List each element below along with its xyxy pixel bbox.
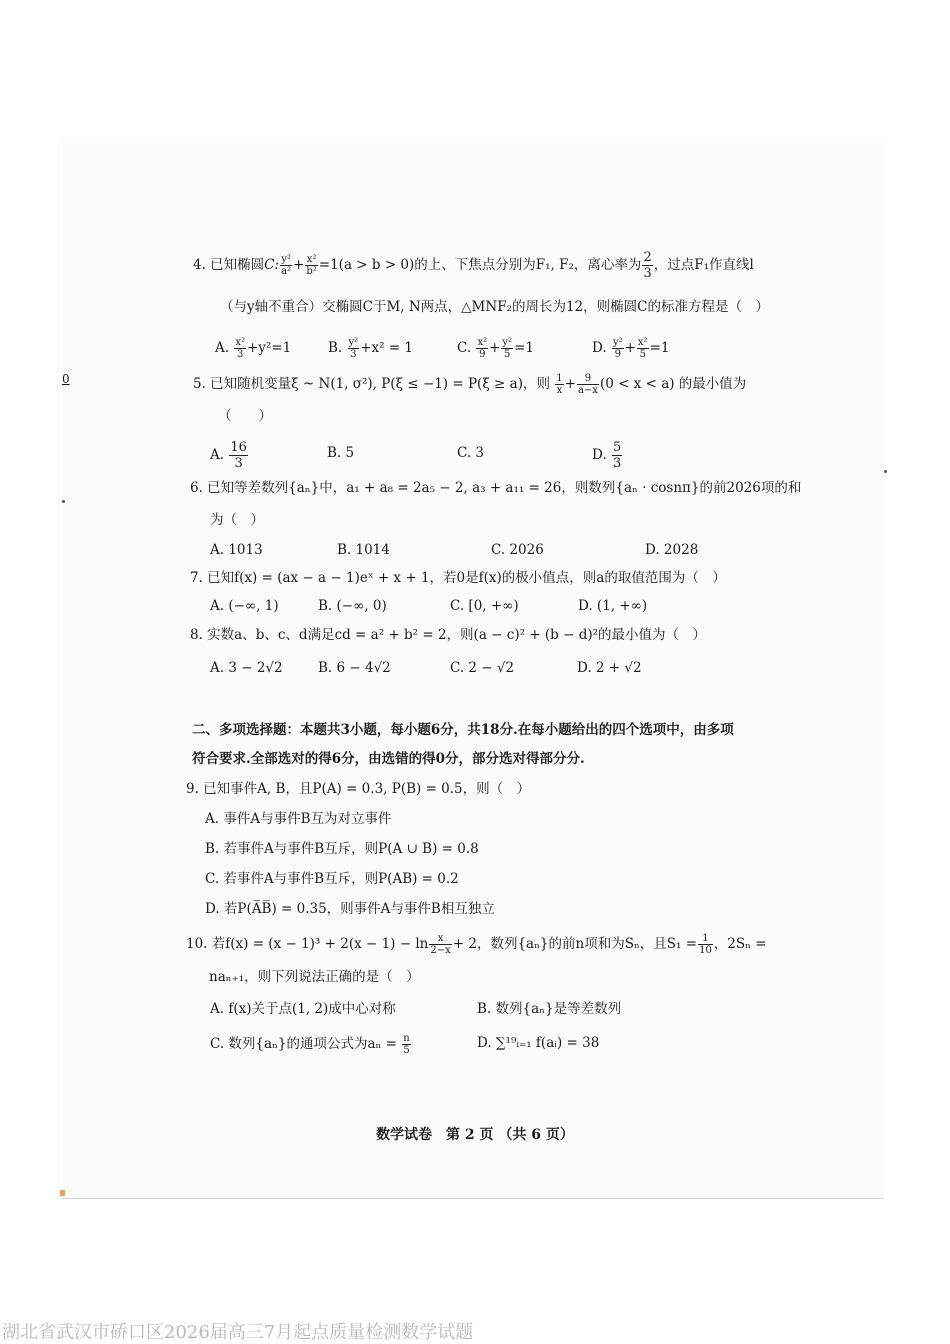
- question-10-line-2: naₙ₊₁，则下列说法正确的是（ ）: [209, 969, 420, 985]
- question-5-line-1: 5. 已知随机变量ξ ~ N(1, σ²), P(ξ ≤ −1) = P(ξ ≥ a)，则 $\frac{1}{x}$ + $\frac{9}{a-x}$ (0 < x < a) 的最小值为: [193, 373, 747, 396]
- question-4-option-a: A. $\frac{\text{x²}}{3}$ +y²=1: [215, 337, 292, 360]
- section-2-heading-line-2: 符合要求.全部选对的得6分，由选错的得0分，部分选对得部分分.: [192, 751, 585, 767]
- question-4-line-2: （与y轴不重合）交椭圆C于M, N两点，△MNF₂的周长为12，则椭圆C的标准方程是（ ）: [220, 299, 769, 315]
- question-8-option-c: C. 2 − √2: [450, 660, 515, 676]
- question-10-option-d: D. ∑¹⁹ᵢ₌₁ f(aᵢ) = 38: [477, 1035, 600, 1051]
- question-10-line-1: 10. 若f(x) = (x − 1)³ + 2(x − 1) − ln $\frac{x}{2-x}$ + 2，数列{aₙ}的前n项和为Sₙ，且S₁ = $\frac{1}{10}$ ，2Sₙ =: [186, 933, 767, 956]
- page-footer: 数学试卷 第 2 页 （共 6 页）: [376, 1127, 574, 1143]
- question-5-option-b: B. 5: [327, 445, 355, 461]
- question-7-option-a: A. (−∞, 1): [210, 598, 279, 614]
- question-4-line-1: 4. 已知椭圆C: $\frac{\text{y²}}{\text{a²}}$ + $\frac{\text{x²}}{\text{b²}}$ =1(a > b > 0)的上、下焦点分别为F₁, F₂，离心率为 $\frac{2}{3}$ ，过点F₁作直线l: [193, 250, 754, 281]
- question-9-option-b: B. 若事件A与事件B互斥，则P(A ∪ B) = 0.8: [205, 841, 479, 857]
- question-8-option-b: B. 6 − 4√2: [318, 660, 391, 676]
- question-4-option-c: C. $\frac{\text{x²}}{9}$ + $\frac{\text{y²}}{5}$ =1: [457, 337, 534, 360]
- question-8-option-a: A. 3 − 2√2: [210, 660, 283, 676]
- question-7-option-b: B. (−∞, 0): [318, 598, 387, 614]
- question-6-option-a: A. 1013: [210, 542, 263, 558]
- question-9-option-a: A. 事件A与事件B互为对立事件: [205, 811, 392, 827]
- question-9-option-d: D. 若P(A̅B̅) = 0.35，则事件A与事件B相互独立: [205, 901, 495, 917]
- edge-mark: [60, 1190, 65, 1196]
- question-9-option-c: C. 若事件A与事件B互斥，则P(AB) = 0.2: [205, 871, 459, 887]
- margin-mark: 0: [62, 372, 70, 386]
- question-4-option-b: B. $\frac{\text{y²}}{3}$ +x² = 1: [328, 337, 414, 360]
- question-7-option-d: D. (1, +∞): [578, 598, 648, 614]
- question-7-line-1: 7. 已知f(x) = (ax − a − 1)eˣ + x + 1，若0是f(x)的极小值点，则a的取值范围为（ ）: [190, 570, 726, 586]
- scan-dot: [62, 500, 65, 503]
- question-6-option-b: B. 1014: [337, 542, 390, 558]
- question-5-line-2: （ ）: [218, 408, 272, 424]
- question-7-option-c: C. [0, +∞): [450, 598, 519, 614]
- question-5-option-a: A. $\frac{16}{3}$: [210, 440, 247, 471]
- question-5-option-d: D. $\frac{5}{3}$: [592, 440, 622, 471]
- question-10-option-b: B. 数列{aₙ}是等差数列: [477, 1001, 622, 1017]
- question-6-line-1: 6. 已知等差数列{aₙ}中，a₁ + a₈ = 2a₅ − 2, a₃ + a₁₁ = 26，则数列{aₙ · cosnπ}的前2026项的和: [190, 480, 802, 496]
- question-8-line-1: 8. 实数a、b、c、d满足cd = a² + b² = 2，则(a − c)² + (b − d)²的最小值为（ ）: [190, 627, 707, 643]
- watermark: 湖北省武汉市硚口区2026届高三7月起点质量检测数学试题: [2, 1322, 474, 1343]
- question-6-option-c: C. 2026: [491, 542, 544, 558]
- question-6-line-2: 为（ ）: [210, 512, 264, 528]
- section-2-heading-line-1: 二、多项选择题：本题共3小题，每小题6分，共18分.在每小题给出的四个选项中，由多项: [192, 722, 734, 738]
- question-10-option-a: A. f(x)关于点(1, 2)成中心对称: [210, 1001, 396, 1017]
- question-10-option-c: C. 数列{aₙ}的通项公式为aₙ = $\frac{n}{5}$: [210, 1033, 410, 1056]
- question-4-option-d: D. $\frac{\text{y²}}{9}$ + $\frac{\text{x²}}{5}$ =1: [592, 337, 670, 360]
- question-9-line-1: 9. 已知事件A, B，且P(A) = 0.3, P(B) = 0.5，则（ ）: [186, 781, 531, 797]
- question-8-option-d: D. 2 + √2: [577, 660, 642, 676]
- question-6-option-d: D. 2028: [645, 542, 699, 558]
- question-5-option-c: C. 3: [457, 445, 485, 461]
- scan-dot: [884, 470, 887, 473]
